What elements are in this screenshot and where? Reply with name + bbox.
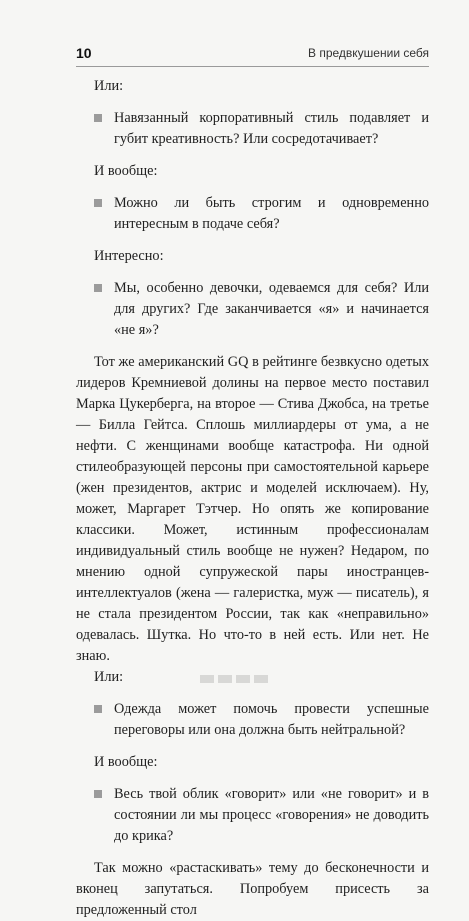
body-paragraph: Тот же американский GQ в рейтинге безвкусно одетых лидеров Кремниевой долины на первое место поставил Марка Цукерберга, на второе — Стива Джобса, на третье — Билла Гейтса. Сплошь миллиардеры от ума, а не нефти. С женщинами вообще катастрофа. Ни одной стилеобразующей персоны при самостоятельной карьере (жен президентов, актрис и моделей исключаем). Ну, может, Маргарет Тэтчер. Но опять же копирование классики. Может, истинным профессионалам индивидуальный стиль вообще не нужен? Недаром, по мнению одной супружеской пары иностранцев-интеллектуалов (жена — галеристка, муж — писатель), я не стала президентом России, так как «неправильно» одевалась. Шутка. Но что-то в ней есть. Или нет. Не знаю. [76, 354, 429, 664]
bullet-text: Одежда может помочь провести успешные переговоры или она должна быть нейтральной? [114, 701, 429, 738]
page-header [76, 44, 429, 67]
lead-text: И вообще: [94, 754, 158, 770]
square-bullet-icon [94, 790, 102, 798]
bullet-text: Навязанный корпоративный стиль подавляет и губит креативность? Или сосредотачивает? [114, 110, 429, 147]
lead-text: И вообще: [94, 163, 158, 179]
square-bullet-icon [94, 114, 102, 122]
bullet-item [94, 784, 429, 847]
bullet-text: Мы, особенно девочки, одеваемся для себя? Или для других? Где заканчивается «я» и начинается «не я»? [114, 280, 429, 338]
bullet-item [94, 699, 429, 741]
running-title: В предвкушении себя [308, 46, 429, 60]
bullet-item [94, 193, 429, 235]
bullet-text: Можно ли быть строгим и одновременно интересным в подаче себя? [114, 195, 429, 232]
bullet-item [94, 278, 429, 341]
square-bullet-icon [94, 705, 102, 713]
page-number: 10 [76, 45, 92, 61]
square-bullet-icon [94, 199, 102, 207]
square-bullet-icon [94, 284, 102, 292]
lead-text: Интересно: [94, 248, 164, 264]
lead-text: Или: [94, 78, 124, 94]
body-paragraph: Так можно «растаскивать» тему до бесконечности и вконец запутаться. Попробуем присесть за предложенный стол [76, 860, 429, 918]
bullet-text: Весь твой облик «говорит» или «не говорит» и в состоянии ли мы процесс «говорения» не доводить до крика? [114, 786, 429, 844]
page-bottom-marks [200, 670, 280, 678]
lead-text: Или: [94, 669, 124, 685]
bullet-item [94, 108, 429, 150]
page-body [76, 76, 429, 921]
